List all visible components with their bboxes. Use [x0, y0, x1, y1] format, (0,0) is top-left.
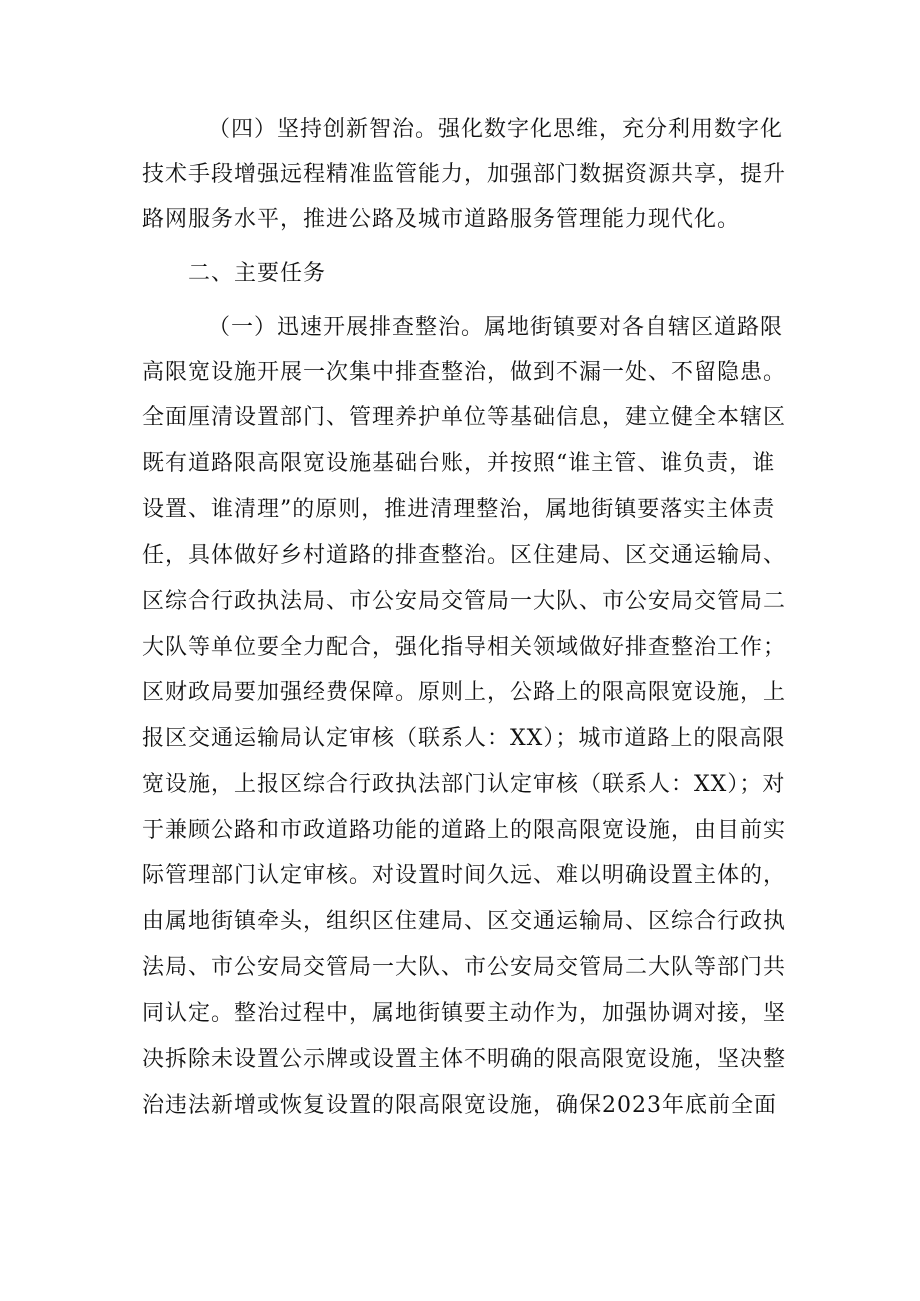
paragraph-1-line-10: 报区交通运输局认定审核（联系人：XX）；城市道路上的限高限	[142, 726, 786, 751]
paragraph-1-line-14: 由属地街镇牵头，组织区住建局、区交通运输局、区综合行政执	[142, 909, 787, 934]
paragraph-1-line-7: 区综合行政执法局、市公安局交管局一大队、市公安局交管局二	[142, 589, 787, 614]
paragraph-1-line-13: 际管理部门认定审核。对设置时间久远、难以明确设置主体的，	[142, 863, 787, 888]
paragraph-4-line-1: （四）坚持创新智治。强化数字化思维，充分利用数字化	[208, 117, 784, 142]
paragraph-1-line-9: 区财政局要加强经费保障。原则上，公路上的限高限宽设施，上	[142, 680, 787, 705]
paragraph-4-line-2: 技术手段增强远程精准监管能力，加强部门数据资源共享，提升	[142, 162, 787, 187]
paragraph-1-line-11: 宽设施，上报区综合行政执法部门认定审核（联系人：XX）；对	[142, 772, 786, 797]
paragraph-1-line-1: （一）迅速开展排查整治。属地街镇要对各自辖区道路限	[208, 315, 784, 340]
paragraph-1-line-3: 全面厘清设置部门、管理养护单位等基础信息，建立健全本辖区	[142, 405, 787, 430]
paragraph-1-line-15: 法局、市公安局交管局一大队、市公安局交管局二大队等部门共	[142, 955, 787, 980]
section-heading-main-tasks: 二、主要任务	[188, 261, 327, 286]
paragraph-1-line-12: 于兼顾公路和市政道路功能的道路上的限高限宽设施，由目前实	[142, 818, 787, 843]
paragraph-1-line-17: 决拆除未设置公示牌或设置主体不明确的限高限宽设施，坚决整	[142, 1047, 787, 1072]
paragraph-1-line-6: 任，具体做好乡村道路的排查整治。区住建局、区交通运输局、	[142, 543, 787, 568]
paragraph-1-line-8: 大队等单位要全力配合，强化指导相关领域做好排查整治工作；	[142, 635, 787, 660]
paragraph-1-line-5: 设置、谁清理”的原则，推进清理整治，属地街镇要落实主体责	[142, 497, 776, 522]
paragraph-1-line-2: 高限宽设施开展一次集中排查整治，做到不漏一处、不留隐患。	[142, 360, 787, 385]
paragraph-4-line-3: 路网服务水平，推进公路及城市道路服务管理能力现代化。	[142, 207, 741, 232]
paragraph-1-line-18: 治违法新增或恢复设置的限高限宽设施，确保2023年底前全面	[142, 1093, 777, 1118]
paragraph-1-line-16: 同认定。整治过程中，属地街镇要主动作为，加强协调对接，坚	[142, 1001, 787, 1026]
paragraph-1-line-4: 既有道路限高限宽设施基础台账，并按照“谁主管、谁负责，谁	[142, 451, 776, 476]
